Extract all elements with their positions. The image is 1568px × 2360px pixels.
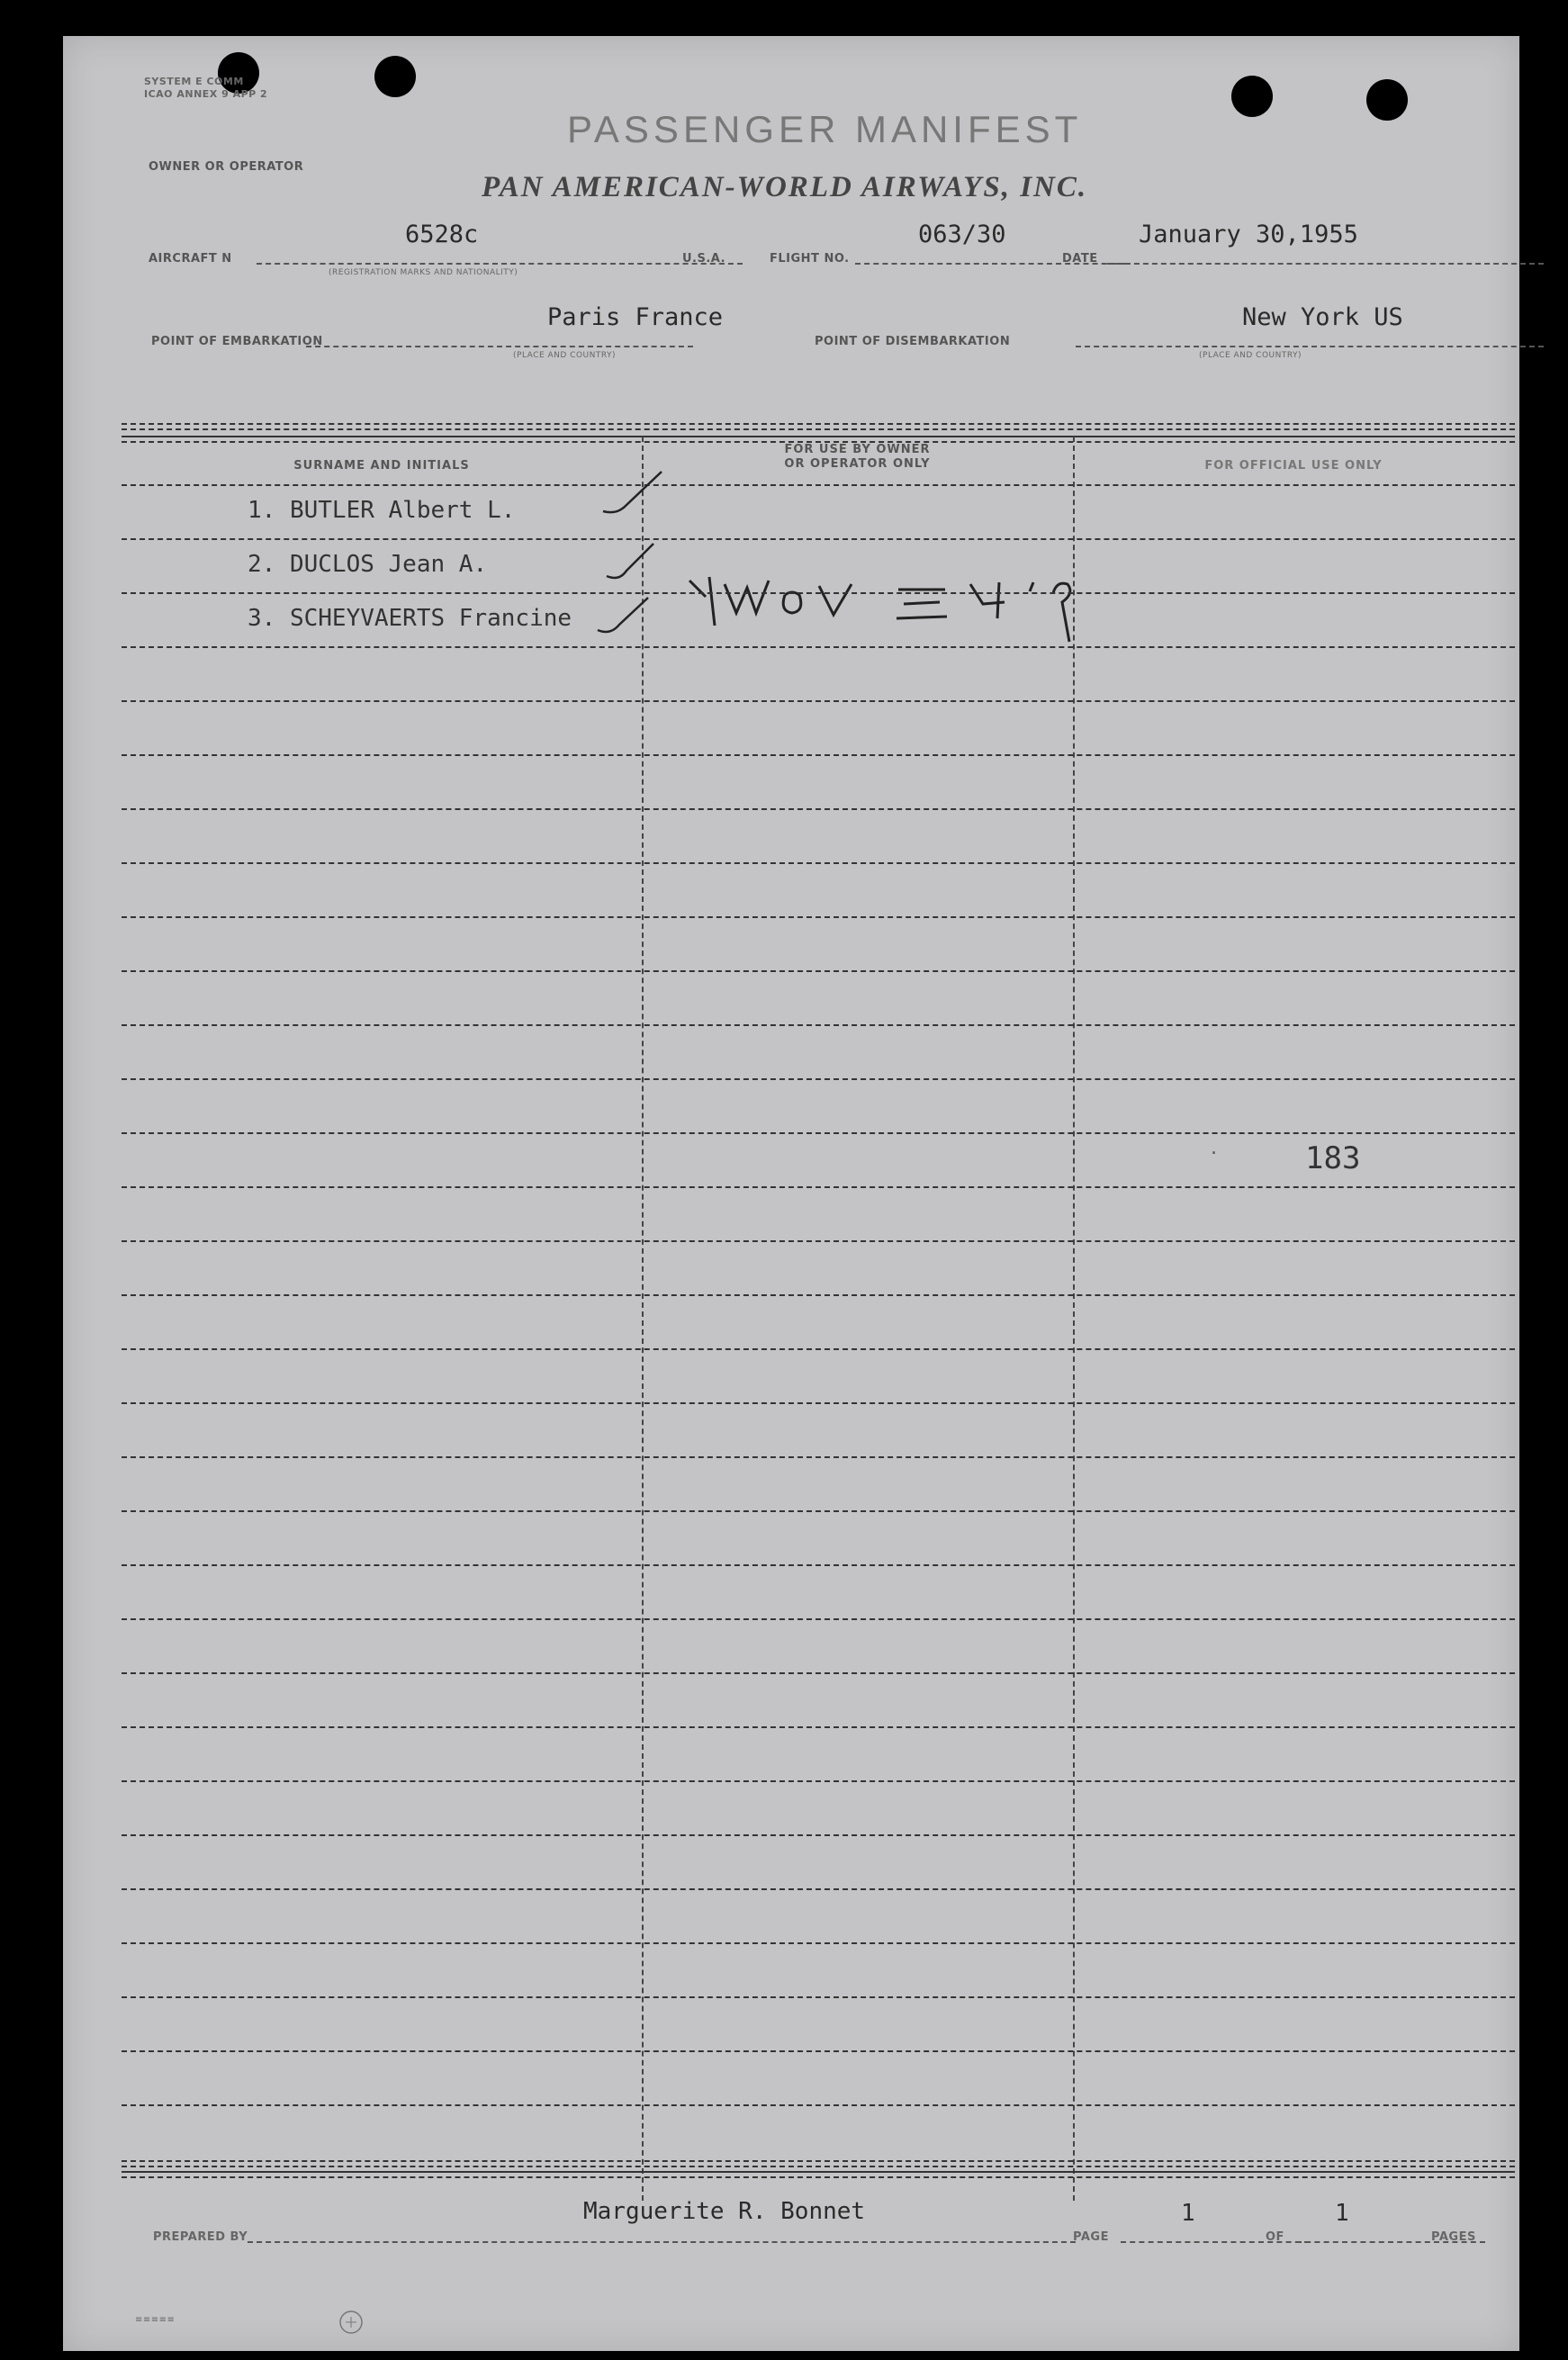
flight-no-label: FLIGHT NO. [770, 252, 850, 266]
table-row [122, 1564, 1515, 1566]
official-number: 183 [1305, 1140, 1361, 1176]
date-value: January 30,1955 [1139, 221, 1358, 248]
disembark-underline [1076, 346, 1544, 347]
aircraft-sublabel: (REGISTRATION MARKS AND NATIONALITY) [329, 268, 518, 277]
table-row [122, 970, 1515, 972]
table-row [122, 1132, 1515, 1134]
owner-label: OWNER OR OPERATOR [149, 160, 304, 174]
table-row [122, 1726, 1515, 1728]
page-label: PAGE [1073, 2230, 1109, 2244]
table-row [122, 1024, 1515, 1026]
table-row [122, 700, 1515, 702]
table-row [122, 1942, 1515, 1944]
list-item-passenger-1: 1. BUTLER Albert L. [248, 497, 516, 524]
disembark-value: New York US [1242, 303, 1403, 331]
header-rule [122, 484, 1515, 486]
col-header-surname: SURNAME AND INITIALS [293, 459, 470, 473]
date-label: DATE [1062, 252, 1098, 266]
table-top-rule [122, 436, 1515, 437]
union-bug-icon [333, 2304, 369, 2340]
printer-mark: ≡≡≡≡≡ [135, 2315, 176, 2325]
disembark-sublabel: (PLACE AND COUNTRY) [1199, 351, 1302, 360]
date-underline [1107, 263, 1544, 265]
table-row [122, 916, 1515, 918]
list-item-passenger-2: 2. DUCLOS Jean A. [248, 551, 488, 578]
table-row [122, 1510, 1515, 1512]
of-label: OF [1266, 2230, 1284, 2244]
col-header-owner-line2: OR OPERATOR ONLY [784, 457, 931, 471]
aircraft-value: 6528c [405, 221, 479, 248]
table-top-rule [122, 423, 1515, 425]
table-row [122, 1780, 1515, 1782]
prepared-by-label: PREPARED BY [153, 2230, 248, 2244]
table-row [122, 538, 1515, 540]
table-row [122, 1294, 1515, 1296]
table-row [122, 1240, 1515, 1242]
table-row [122, 1348, 1515, 1350]
of-value: 1 [1335, 2200, 1349, 2227]
table-row [122, 862, 1515, 864]
table-row [122, 1888, 1515, 1890]
flight-no-value: 063/30 [918, 221, 1006, 248]
embark-label: POINT OF EMBARKATION [151, 335, 323, 348]
embark-sublabel: (PLACE AND COUNTRY) [513, 351, 617, 360]
check-mark-icon [599, 468, 671, 522]
col-header-official: FOR OFFICIAL USE ONLY [1204, 459, 1383, 473]
pages-label: PAGES [1431, 2230, 1476, 2244]
table-row [122, 1834, 1515, 1836]
embark-underline [306, 346, 693, 347]
table-bottom-rule [122, 2171, 1515, 2173]
official-mark: ‧ [1211, 1143, 1217, 1166]
corner-stamp-line2: ICAO ANNEX 9 APP 2 [144, 88, 268, 100]
manifest-sheet [63, 36, 1519, 2351]
table-row [122, 592, 1515, 594]
table-row [122, 2050, 1515, 2052]
table-row [122, 1402, 1515, 1404]
prepared-by-underline [248, 2241, 1076, 2243]
punch-hole [374, 56, 416, 97]
table-row [122, 1996, 1515, 1998]
embark-value: Paris France [547, 303, 724, 331]
owner-name: PAN AMERICAN-WORLD AIRWAYS, INC. [482, 171, 1088, 203]
col-header-owner-line1: FOR USE BY OWNER [784, 443, 931, 456]
list-item-passenger-3: 3. SCHEYVAERTS Francine [248, 605, 572, 632]
aircraft-underline [257, 263, 743, 265]
disembark-label: POINT OF DISEMBARKATION [815, 335, 1011, 348]
prepared-by-value: Marguerite R. Bonnet [583, 2198, 866, 2225]
table-row [122, 1186, 1515, 1188]
table-row [122, 1618, 1515, 1620]
table-row [122, 2104, 1515, 2106]
page-value: 1 [1181, 2200, 1195, 2227]
check-mark-icon [594, 594, 666, 648]
punch-hole [1366, 79, 1408, 121]
handwritten-annotation-icon [684, 572, 1170, 653]
usa-label: U.S.A. [682, 252, 726, 266]
check-mark-icon [603, 540, 675, 594]
page-title: PASSENGER MANIFEST [567, 108, 1083, 150]
table-row [122, 646, 1515, 648]
table-row [122, 1672, 1515, 1674]
table-row [122, 808, 1515, 810]
corner-stamp-line1: SYSTEM E COMM [144, 76, 244, 87]
table-row [122, 1456, 1515, 1458]
table-bottom-rule [122, 2160, 1515, 2162]
aircraft-label: AIRCRAFT N [149, 252, 232, 266]
table-row [122, 1078, 1515, 1080]
table-row [122, 754, 1515, 756]
punch-hole [1231, 76, 1273, 117]
